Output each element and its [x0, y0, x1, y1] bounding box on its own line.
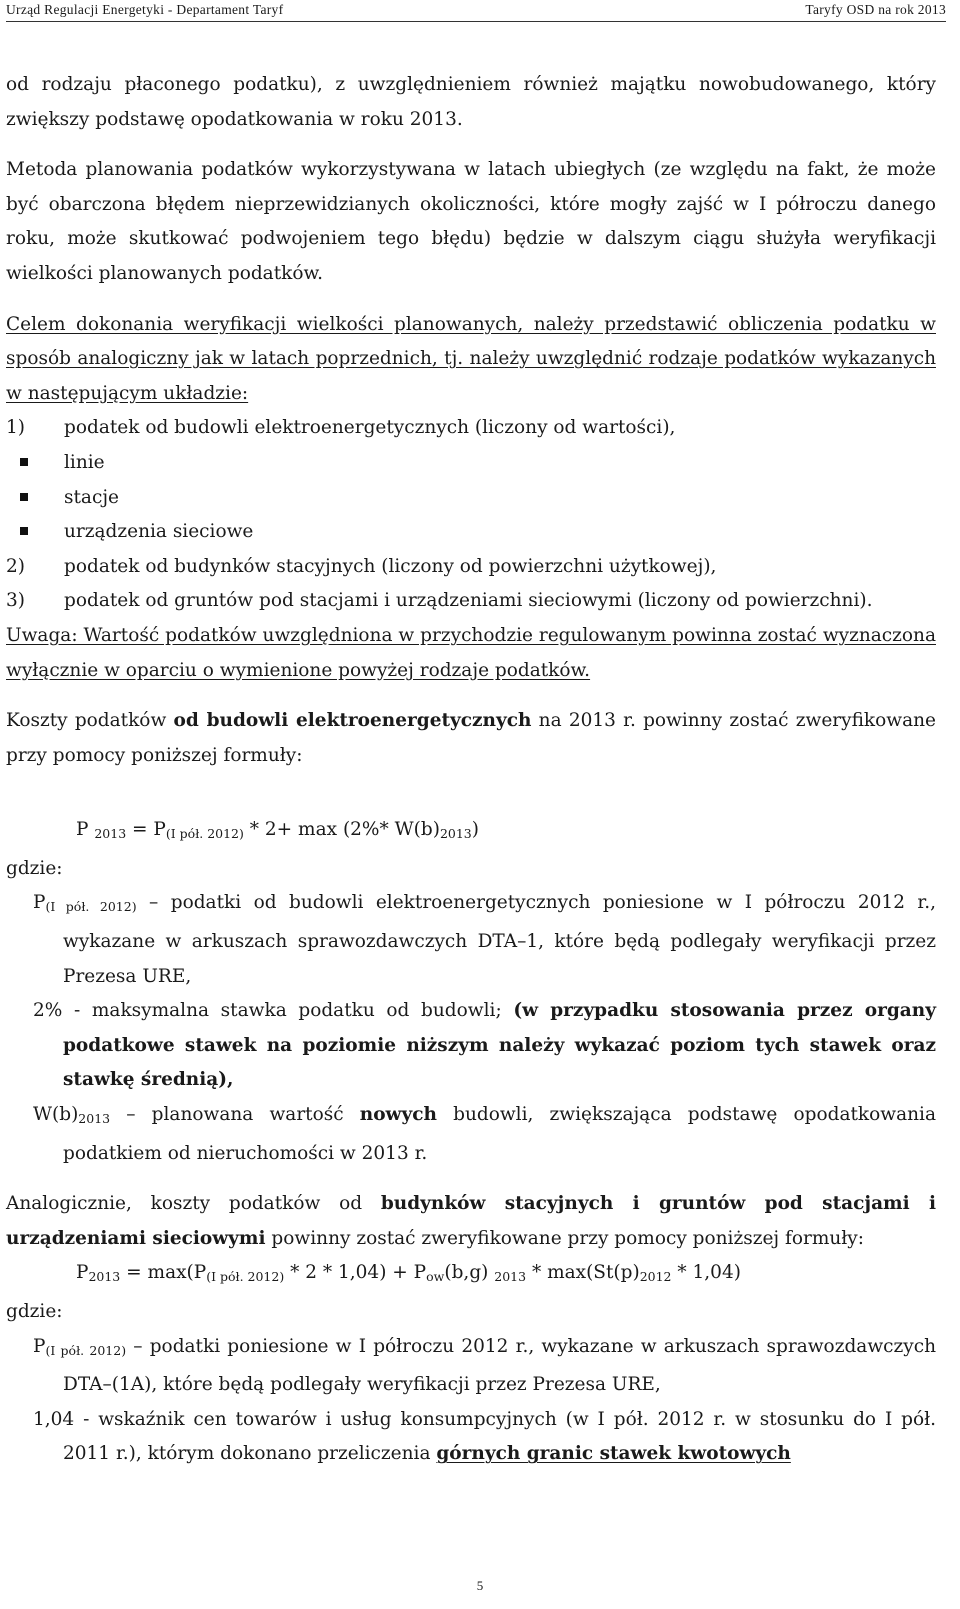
definition-wb: $W(b)_{2013}$ – planowana wartość nowych budowli, zwiększająca podstawę opodatkowania podatkiem od nieruchomości w 2013 r.: [33, 1104, 936, 1164]
bullet-item: [6, 481, 936, 516]
formula-1: P $_{2013} = P_{(I pół. 2012)} * 2+ \max (2\%*$ $W(b)_{2013}$): [76, 819, 479, 842]
gdzie-label-2: gdzie:: [6, 1301, 63, 1322]
bullet-item: [6, 515, 936, 550]
list-text: podatek od gruntów pod stacjami i urządzeniami sieciowymi (liczony od powierzchni).: [64, 590, 873, 612]
square-bullet-icon: [20, 481, 64, 516]
section2-lead: Analogicznie, koszty podatków od budynków stacyjnych i gruntów pod stacjami i urządzeniami sieciowymi powinny zostać zweryfikowane przy pomocy poniższej formuły:: [6, 1193, 936, 1249]
document-body: [6, 68, 936, 1472]
bullet-text: stacje: [64, 486, 120, 508]
list-item-1: [6, 411, 936, 446]
header-left: Urząd Regulacji Energetyki - Departament Taryf: [6, 2, 284, 17]
list-number: 3): [6, 590, 25, 612]
formula-2: $P_{2013} = \max(P_{(I pół. 2012)} * 2 * 1,04) + P_{ow}(b,g)$ $_{2013} * \max(St(p)_{2012} * 1,04)$: [76, 1262, 741, 1285]
list-number: 1): [6, 417, 25, 439]
list-text: podatek od budowli elektroenergetycznych (liczony od wartości),: [64, 417, 676, 439]
note: Uwaga: Wartość podatków uwzględniona w przychodzie regulowanym powinna zostać wyznaczona wyłącznie w oparciu o wymienione powyżej rodzaje podatków.: [6, 624, 936, 681]
page-number: 5: [476, 1578, 484, 1593]
bullet-text: urządzenia sieciowe: [64, 521, 254, 543]
square-bullet-icon: [20, 446, 64, 481]
list-text: podatek od budynków stacyjnych (liczony od powierzchni użytkowej),: [64, 555, 717, 577]
gdzie-label-1: gdzie:: [6, 857, 63, 879]
definition-p-1: $P_{(I pół. 2012)}$ – podatki od budowli elektroenergetycznych poniesione w I półroczu 2012 r., wykazane w arkuszach sprawozdawczych DTA–1, które będą podlegały weryfikacji przez Prezesa URE,: [33, 892, 936, 987]
bullet-item: [6, 446, 936, 481]
page-header: [6, 0, 946, 22]
header-rule: [6, 21, 946, 22]
list-number: 2): [6, 555, 25, 577]
paragraph-3: Celem dokonania weryfikacji wielkości planowanych, należy przedstawić obliczenia podatku w sposób analogiczny jak w latach poprzednich, tj. należy uwzględnić rodzaje podatków wykazanych w następującym układzie:: [6, 313, 936, 404]
list-item-2: [6, 550, 936, 585]
definition-p-2: $P_{(I pół. 2012)}$ – podatki poniesione w I półroczu 2012 r., wykazane w arkuszach sprawozdawczych DTA–(1A), które będą podlegały weryfikacji przez Prezesa URE,: [33, 1335, 936, 1396]
paragraph-2: Metoda planowania podatków wykorzystywana w latach ubiegłych (ze względu na fakt, że może być obarczona błędem nieprzewidzianych okoliczności, które mogły zajść w I półroczu danego roku, może skutkować podwojeniem tego błędu) będzie w dalszym ciągu służyła weryfikacji wielkości planowanych podatków.: [6, 159, 936, 284]
paragraph-1: od rodzaju płaconego podatku), z uwzględnieniem również majątku nowobudowanego, który zwiększy podstawę opodatkowania w roku 2013.: [6, 74, 936, 130]
header-right: Taryfy OSD na rok 2013: [805, 2, 946, 17]
definition-rate: 2% - maksymalna stawka podatku od budowli; (w przypadku stosowania przez organy podatkowe stawek na poziomie niższym należy wykazać poziom tych stawek oraz stawkę średnią),: [33, 1000, 936, 1091]
definition-cpi: 1,04 - wskaźnik cen towarów i usług konsumpcyjnych (w I pół. 2012 r. w stosunku do I pół. 2011 r.), którym dokonano przeliczenia górnych granic stawek kwotowych: [33, 1408, 936, 1465]
section1-lead: Koszty podatków od budowli elektroenergetycznych na 2013 r. powinny zostać zweryfikowane przy pomocy poniższej formuły:: [6, 710, 936, 766]
bullet-text: linie: [64, 451, 105, 473]
list-item-3: [6, 584, 936, 619]
square-bullet-icon: [20, 515, 64, 550]
